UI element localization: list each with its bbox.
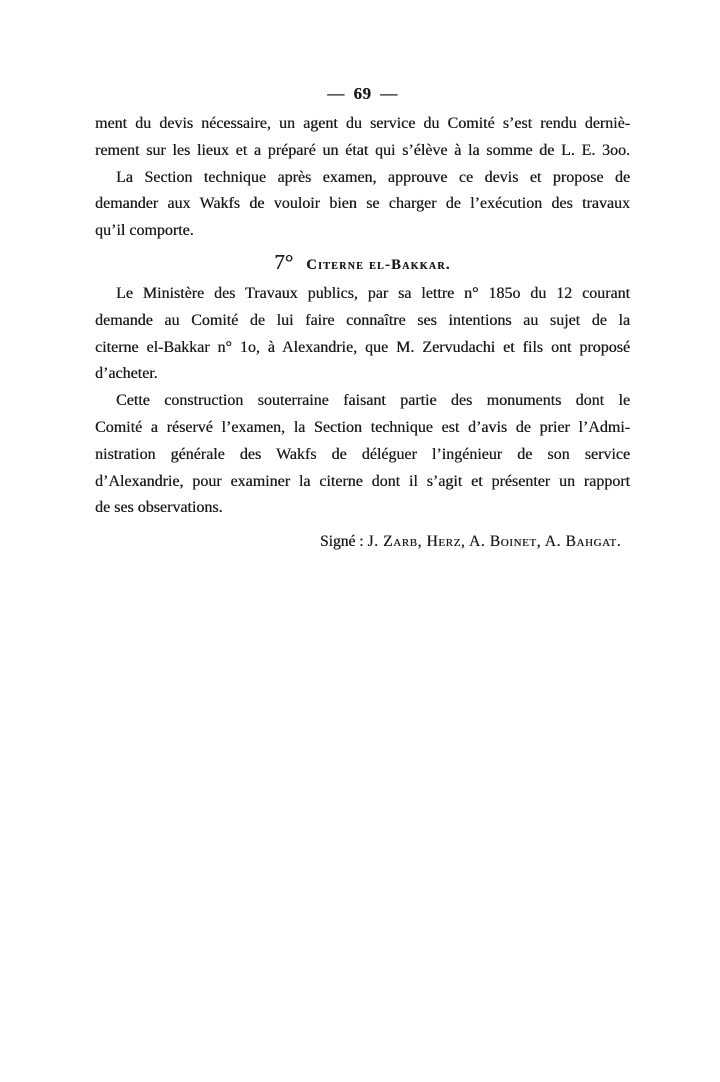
- text-block-top: [95, 111, 630, 245]
- text-line: nistration générale des Wakfs de déléguer l’ingénieur de son service: [95, 445, 630, 463]
- text-line: Comité a réservé l’examen, la Section technique est d’avis de prier l’Admi-: [95, 418, 630, 436]
- page-number: — 69 —: [327, 84, 398, 103]
- paragraph: [95, 111, 630, 165]
- section-title: Citerne el-Bakkar.: [306, 257, 451, 273]
- text-line: demande au Comité de lui faire connaître ses intentions au sujet de la: [95, 311, 630, 329]
- text-line: qu’il comporte.: [95, 222, 194, 240]
- signature-names: J. Zarb, Herz, A. Boinet, A. Bahgat.: [367, 533, 622, 550]
- paragraph: [95, 165, 630, 245]
- section-number: 7°: [274, 250, 294, 274]
- text-line: citerne el-Bakkar n° 1o, à Alexandrie, que M. Zervudachi et fils ont proposé: [95, 338, 630, 356]
- text-block-bottom: [95, 281, 630, 522]
- text-line: Cette construction souterraine faisant partie des monuments dont le: [116, 392, 630, 410]
- paragraph: [95, 388, 630, 522]
- text-line: de ses observations.: [95, 499, 223, 517]
- signature-line: [320, 533, 621, 551]
- paragraph: [95, 281, 630, 388]
- text-line: rement sur les lieux et a préparé un état qui s’élève à la somme de L. E. 3oo.: [95, 141, 630, 159]
- text-line: demander aux Wakfs de vouloir bien se charger de l’exécution des travaux: [95, 195, 630, 213]
- section-heading: [95, 250, 630, 275]
- text-line: Le Ministère des Travaux publics, par sa lettre n° 185o du 12 courant: [116, 285, 630, 302]
- text-line: ment du devis nécessaire, un agent du service du Comité s’est rendu derniè-: [95, 115, 630, 132]
- text-line: La Section technique après examen, approuve ce devis et propose de: [116, 168, 630, 186]
- text-line: d’Alexandrie, pour examiner la citerne dont il s’agit et présenter un rapport: [95, 472, 630, 490]
- text-line: d’acheter.: [95, 365, 158, 383]
- signature-label: Signé :: [320, 533, 364, 550]
